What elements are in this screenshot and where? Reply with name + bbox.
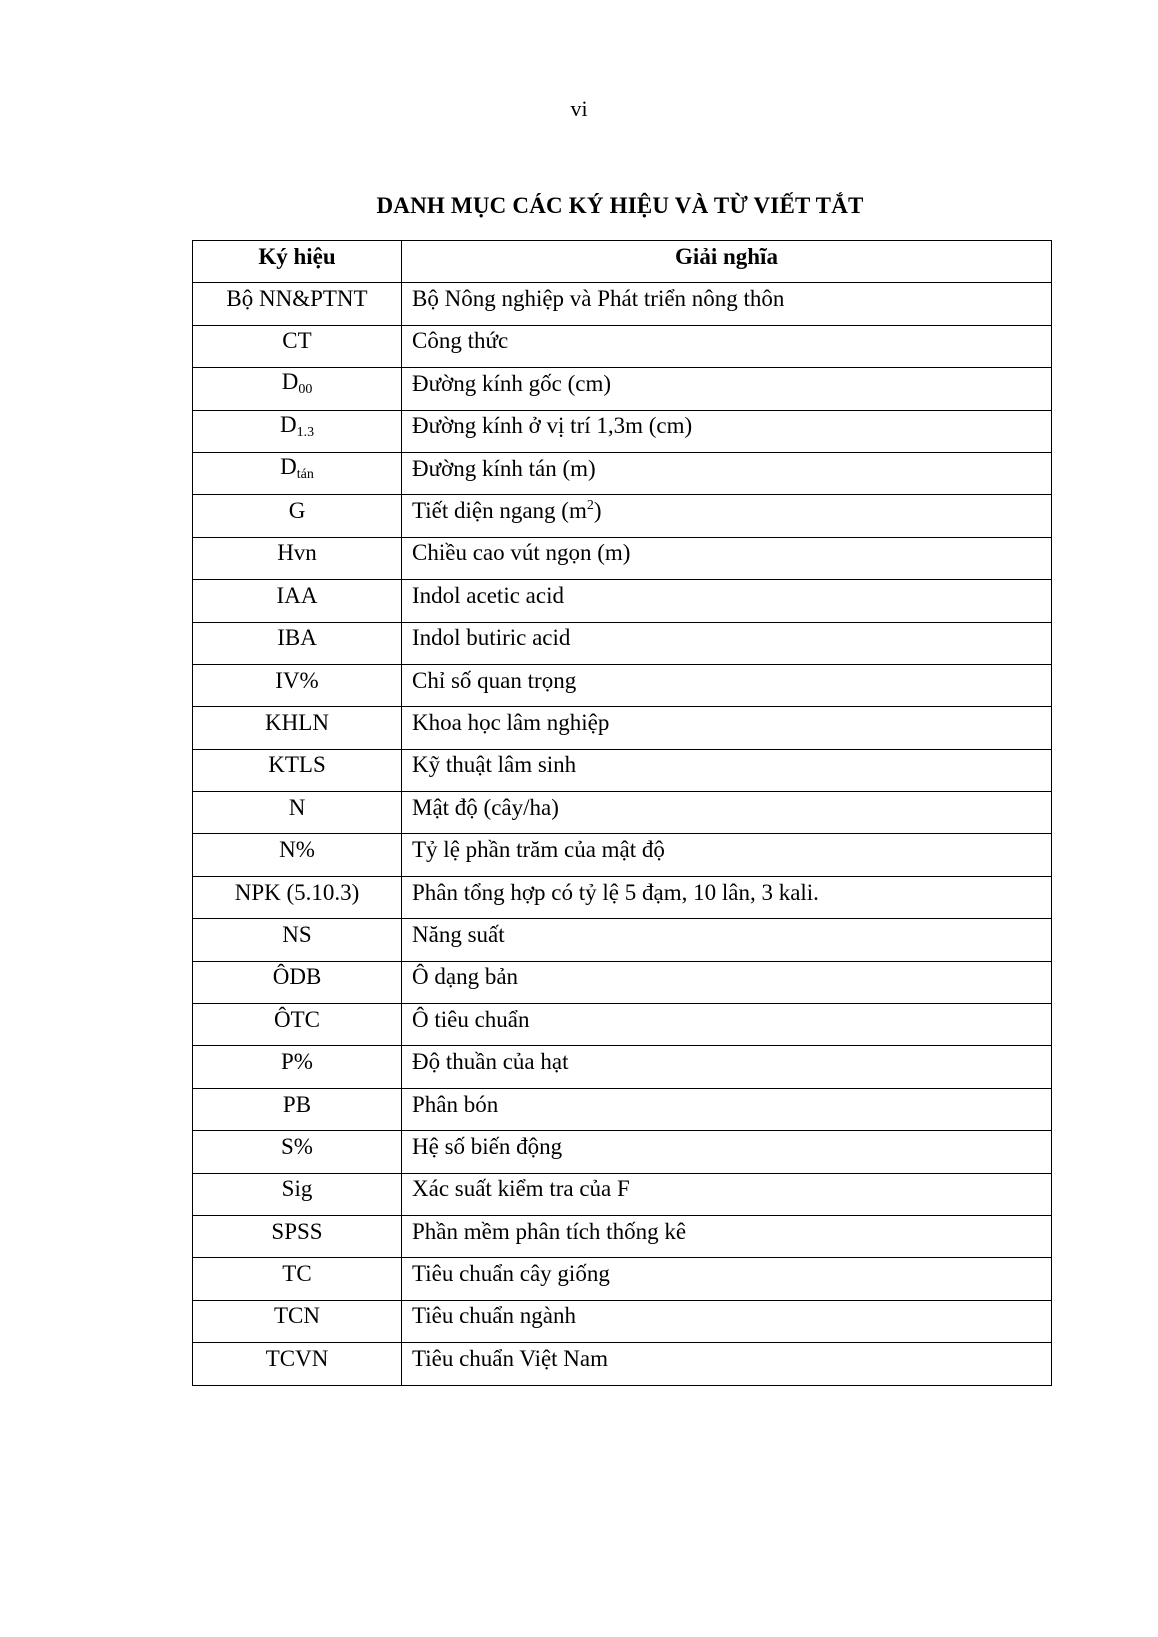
meaning-cell: Mật độ (cây/ha)	[402, 792, 1052, 834]
table-row	[193, 325, 1052, 367]
meaning-text: Tiết diện ngang (m	[412, 498, 587, 524]
symbol-cell: P%	[193, 1046, 402, 1088]
meaning-cell: Indol acetic acid	[402, 580, 1052, 622]
meaning-cell: Ô tiêu chuẩn	[402, 1004, 1052, 1046]
meaning-cell: Tiêu chuẩn Việt Nam	[402, 1343, 1052, 1385]
symbol-cell: KHLN	[193, 707, 402, 749]
symbol-cell: NPK (5.10.3)	[193, 876, 402, 918]
symbol-cell: CT	[193, 325, 402, 367]
meaning-cell: Tiêu chuẩn cây giống	[402, 1258, 1052, 1300]
symbol-cell: NS	[193, 919, 402, 961]
meaning-superscript: 2	[586, 498, 594, 514]
meaning-cell: Chỉ số quan trọng	[402, 664, 1052, 706]
symbol-base: D	[281, 369, 299, 395]
meaning-cell: Ô dạng bản	[402, 961, 1052, 1003]
meaning-cell: Tỷ lệ phần trăm của mật độ	[402, 834, 1052, 876]
table-row	[193, 495, 1052, 537]
meaning-cell: Độ thuần của hạt	[402, 1046, 1052, 1088]
table-row	[193, 1300, 1052, 1342]
symbol-cell: IV%	[193, 664, 402, 706]
table-row	[193, 1131, 1052, 1173]
table-row	[193, 919, 1052, 961]
table-row	[193, 622, 1052, 664]
symbol-cell: ÔDB	[193, 961, 402, 1003]
symbol-cell	[193, 368, 402, 410]
meaning-cell: Bộ Nông nghiệp và Phát triển nông thôn	[402, 283, 1052, 325]
symbol-cell: IBA	[193, 622, 402, 664]
symbol-subscript: 1.3	[296, 424, 315, 440]
symbol-base: D	[280, 454, 297, 480]
symbol-cell: Hvn	[193, 537, 402, 579]
symbol-subscript: 00	[298, 382, 313, 398]
symbol-cell	[193, 410, 402, 452]
table-row	[193, 1173, 1052, 1215]
meaning-text-end: )	[593, 498, 602, 524]
table-row	[193, 1046, 1052, 1088]
table-row	[193, 283, 1052, 325]
meaning-cell: Năng suất	[402, 919, 1052, 961]
symbol-cell: SPSS	[193, 1215, 402, 1257]
table-row	[193, 792, 1052, 834]
meaning-cell: Phân bón	[402, 1088, 1052, 1130]
abbreviation-table	[192, 240, 1052, 1386]
symbol-cell: TCVN	[193, 1343, 402, 1385]
table-row	[193, 537, 1052, 579]
table-row	[193, 1004, 1052, 1046]
table-row	[193, 961, 1052, 1003]
table-row	[193, 664, 1052, 706]
table-row	[193, 452, 1052, 494]
meaning-cell: Kỹ thuật lâm sinh	[402, 749, 1052, 791]
header-meaning: Giải nghĩa	[402, 241, 1052, 283]
symbol-cell: TCN	[193, 1300, 402, 1342]
meaning-cell: Phần mềm phân tích thống kê	[402, 1215, 1052, 1257]
header-symbol: Ký hiệu	[193, 241, 402, 283]
table-row	[193, 1088, 1052, 1130]
symbol-cell: IAA	[193, 580, 402, 622]
symbol-cell: KTLS	[193, 749, 402, 791]
table-row	[193, 749, 1052, 791]
meaning-cell: Tiêu chuẩn ngành	[402, 1300, 1052, 1342]
meaning-cell: Đường kính ở vị trí 1,3m (cm)	[402, 410, 1052, 452]
table-row	[193, 580, 1052, 622]
symbol-base: D	[279, 411, 297, 437]
meaning-cell: Hệ số biến động	[402, 1131, 1052, 1173]
page-title: DANH MỤC CÁC KÝ HIỆU VÀ TỪ VIẾT TẮT	[376, 193, 864, 218]
table-row	[193, 876, 1052, 918]
table-row	[193, 1215, 1052, 1257]
symbol-cell: G	[193, 495, 402, 537]
table-row	[193, 368, 1052, 410]
table-row	[193, 834, 1052, 876]
meaning-cell	[402, 495, 1052, 537]
table-row	[193, 1343, 1052, 1385]
table-row	[193, 707, 1052, 749]
symbol-cell: ÔTC	[193, 1004, 402, 1046]
symbol-cell: S%	[193, 1131, 402, 1173]
meaning-cell: Chiều cao vút ngọn (m)	[402, 537, 1052, 579]
symbol-cell: Bộ NN&PTNT	[193, 283, 402, 325]
meaning-cell: Công thức	[402, 325, 1052, 367]
meaning-cell: Xác suất kiểm tra của F	[402, 1173, 1052, 1215]
symbol-subscript: tán	[296, 467, 314, 483]
table-row	[193, 410, 1052, 452]
symbol-cell: TC	[193, 1258, 402, 1300]
symbol-cell	[193, 452, 402, 494]
symbol-cell: PB	[193, 1088, 402, 1130]
meaning-cell: Khoa học lâm nghiệp	[402, 707, 1052, 749]
symbol-cell: N%	[193, 834, 402, 876]
meaning-cell: Phân tổng hợp có tỷ lệ 5 đạm, 10 lân, 3 kali.	[402, 876, 1052, 918]
meaning-cell: Indol butiric acid	[402, 622, 1052, 664]
table-header-row	[193, 241, 1052, 283]
meaning-cell: Đường kính tán (m)	[402, 452, 1052, 494]
page-number: vi	[570, 96, 588, 121]
symbol-cell: N	[193, 792, 402, 834]
meaning-cell: Đường kính gốc (cm)	[402, 368, 1052, 410]
symbol-cell: Sig	[193, 1173, 402, 1215]
table-row	[193, 1258, 1052, 1300]
